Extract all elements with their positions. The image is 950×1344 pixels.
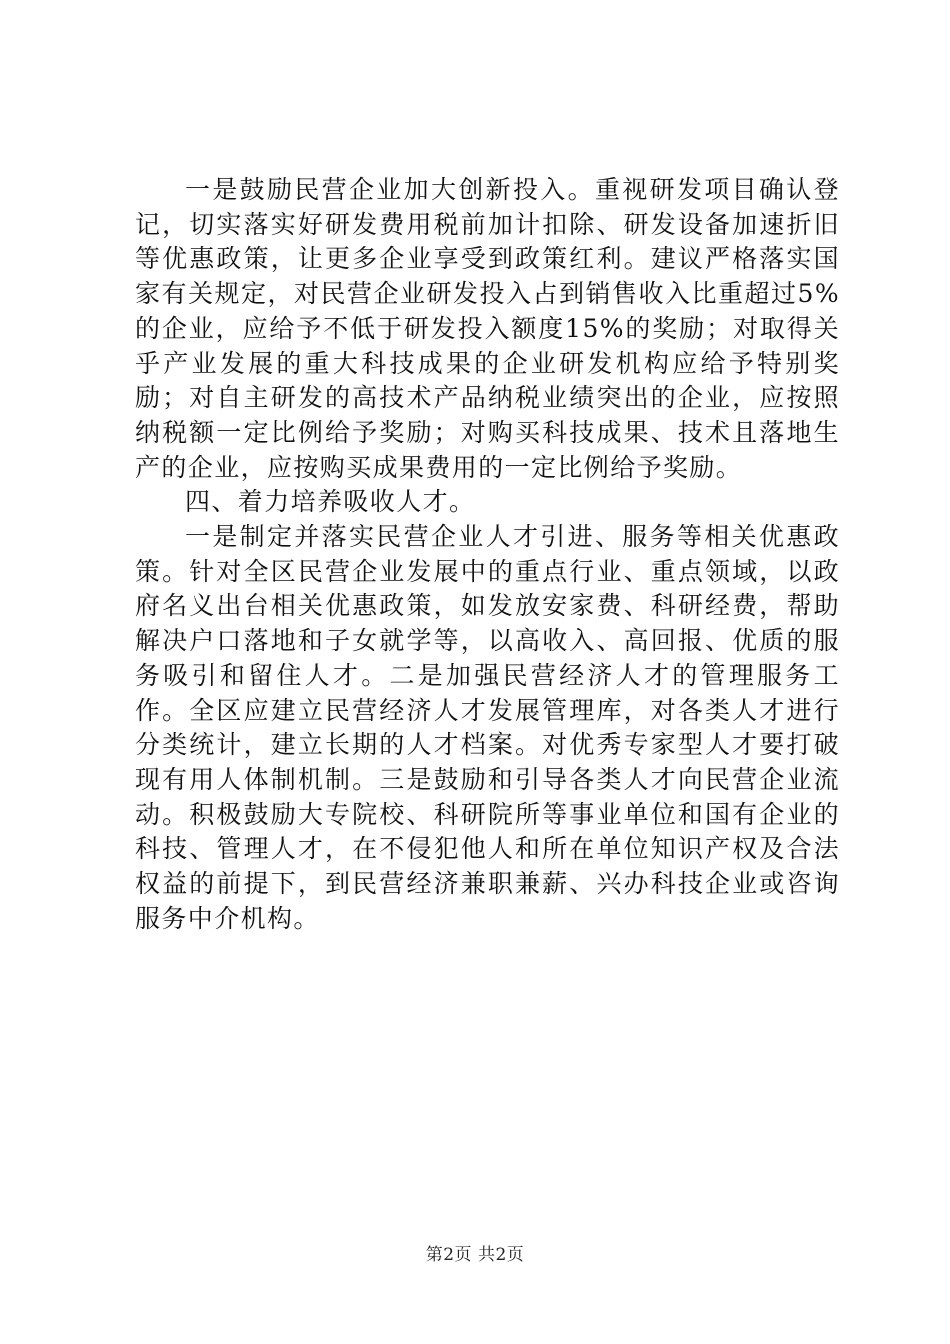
section-heading-talent: 四、着力培养吸收人才。 xyxy=(185,487,476,517)
page-footer: 第2页 共2页 xyxy=(425,1245,525,1265)
body-text xyxy=(135,173,840,936)
paragraph-talent-policies: 一是制定并落实民营企业人才引进、服务等相关优惠政策。针对全区民营企业发展中的重点行业、重点领域，以政府名义出台相关优惠政策，如发放安家费、科研经费，帮助解决户口落地和子女就学等，以高收入、高回报、优质的服务吸引和留住人才。二是加强民营经济人才的管理服务工作。全区应建立民营经济人才发展管理库，对各类人才进行分类统计，建立长期的人才档案。对优秀专家型人才要打破现有用人体制机制。三是鼓励和引导各类人才向民营企业流动。积极鼓励大专院校、科研院所等事业单位和国有企业的科技、管理人才，在不侵犯他人和所在单位知识产权及合法权益的前提下，到民营经济兼职兼薪、兴办科技企业或咨询服务中介机构。 xyxy=(135,522,840,933)
paragraph-innovation-investment: 一是鼓励民营企业加大创新投入。重视研发项目确认登记，切实落实好研发费用税前加计扣除、研发设备加速折旧等优惠政策，让更多企业享受到政策红利。建议严格落实国家有关规定，对民营企业研发投入占到销售收入比重超过5%的企业，应给予不低于研发投入额度15%的奖励；对取得关乎产业发展的重大科技成果的企业研发机构应给予特别奖励；对自主研发的高技术产品纳税业绩突出的企业，应按照纳税额一定比例给予奖励；对购买科技成果、技术且落地生产的企业，应按购买成果费用的一定比例给予奖励。 xyxy=(135,175,840,482)
